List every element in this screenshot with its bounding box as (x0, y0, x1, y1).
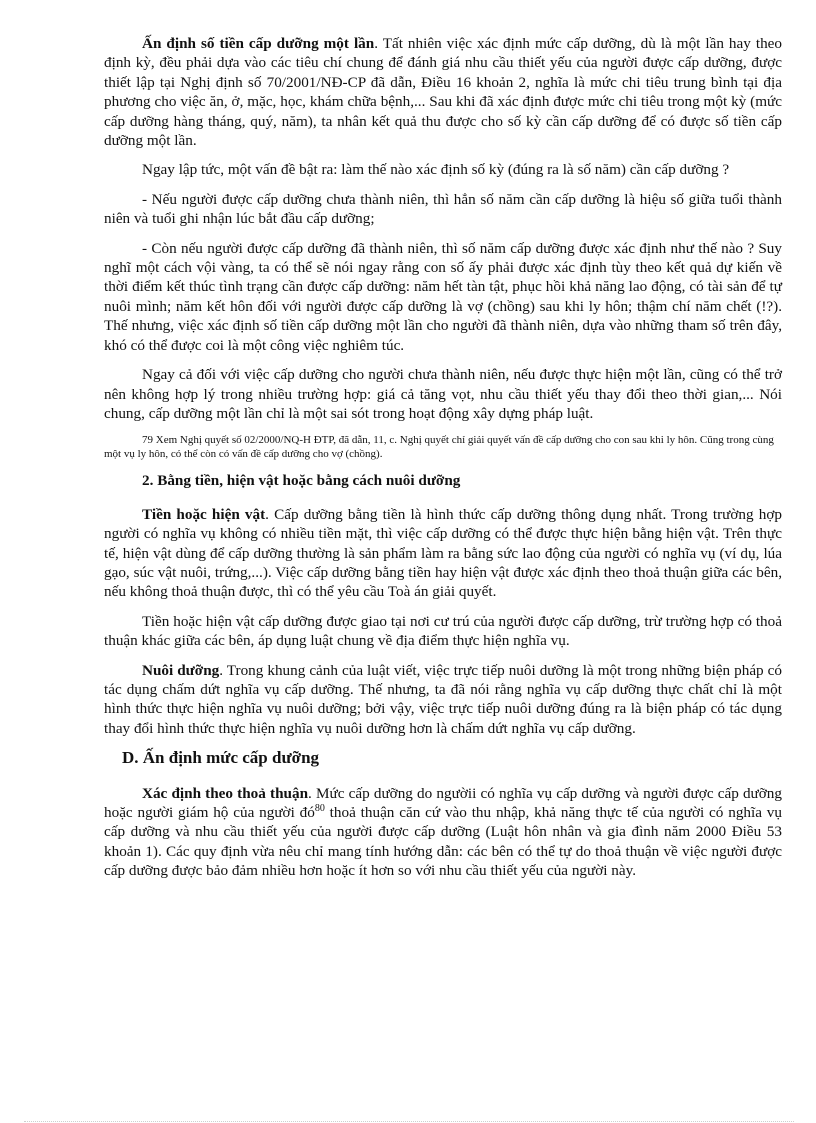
paragraph-money-goods (104, 505, 782, 602)
document-page (104, 34, 782, 891)
paragraph-minor-case: - Nếu người được cấp dưỡng chưa thành niên, thì hẳn số năm cần cấp dưỡng là hiệu số giữa tuổi thành niên và tuổi ghi nhận lúc bắt đầu cấp dưỡng; (104, 190, 782, 228)
paragraph-adult-case: - Còn nếu người được cấp dưỡng đã thành niên, thì số năm cấp dưỡng được xác định như thế nào ? Suy nghĩ một cách vội vàng, ta có thể sẽ nói ngay rằng con số ấy phải được xác định tùy theo kết quả dự kiến về thời điểm kết thúc tình trạng cần được cấp dưỡng: năm hết tàn tật, phục hồi khả năng lao động, có tài sản để tự nuôi mình; năm kết hôn đối với người được cấp dưỡng là vợ (chồng) sau khi ly hôn; thậm chí năm chết (!?). Thế nhưng, việc xác định số tiền cấp dưỡng một lần cho người đã thành niên, dựa vào những tham số trên đây, khó có thể được coi là một công việc nghiêm túc. (104, 239, 782, 354)
footnote-ref: 80 (314, 802, 325, 814)
paragraph-nurture (104, 661, 782, 739)
paragraph-question: Ngay lập tức, một vấn đề bật ra: làm thế nào xác định số kỳ (đúng ra là số năm) cần cấp dưỡng ? (142, 161, 730, 179)
paragraph-text: thoả thuận căn cứ vào thu nhập, khả năng thực tế của người có nghĩa vụ cấp dưỡng và nhu cầu thiết yếu của người được cấp dưỡng (Luật hôn nhân và gia đình năm 2000 Điều 53 khoản 1). Các quy định vừa nêu chỉ mang tính hướng dẫn: các bên có thể tự do thoả thuận về việc người được cấp dưỡng được bảo đảm nhiều hơn hoặc ít hơn so với nhu cầu thiết yếu của người này. (104, 804, 782, 880)
paragraph-text: . Mức cấp dưỡng do ngườii có nghĩa vụ cấp dưỡng và người được cấp dưỡng hoặc người giám hộ của người đó (104, 784, 782, 821)
paragraph-lead: Xác định theo thoả thuận (142, 784, 309, 802)
paragraph-agreement (104, 784, 782, 881)
paragraph-text: . Tất nhiên việc xác định mức cấp dưỡng, dù là một lần hay theo định kỳ, đều phải dựa vào các tiêu chí chung để đánh giá nhu cầu thiết yếu của người được cấp dưỡng, được thiết lập tại Nghị định số 70/2001/NĐ-CP đã dẫn, Điều 16 khoản 2, nghĩa là mức chi tiêu trung bình tại địa phương cho việc ăn, ở, mặc, học, khám chữa bệnh,... Sau khi đã xác định được mức chi tiêu trong một kỳ (mức cấp dưỡng hàng tháng, quý, năm), ta nhân kết quả thu được cho số kỳ cần cấp dưỡng để có được số tiền cấp dưỡng một lần. (104, 35, 782, 150)
paragraph-conclusion: Ngay cả đối với việc cấp dưỡng cho người chưa thành niên, nếu được thực hiện một lần, cũng có thể trở nên không hợp lý trong nhiều trường hợp: giá cả tăng vọt, nhu cầu thiết yếu thay đổi theo thời gian,... Nói chung, cấp dưỡng một lần chỉ là một sai sót trong hoạt động xây dựng pháp luật. (104, 366, 782, 422)
section-heading: 2. Bằng tiền, hiện vật hoặc bằng cách nuôi dưỡng (142, 472, 461, 490)
chapter-heading: D. Ấn định mức cấp dưỡng (122, 748, 320, 768)
paragraph-lead: Tiền hoặc hiện vật (142, 505, 266, 523)
paragraph-lump-sum (104, 34, 782, 150)
paragraph-delivery: Tiền hoặc hiện vật cấp dưỡng được giao tại nơi cư trú của người được cấp dưỡng, trừ trường hợp có thoả thuận khác giữa các bên, áp dụng luật chung về địa điểm thực hiện nghĩa vụ. (104, 612, 782, 650)
page-bottom-rule (24, 1121, 794, 1122)
paragraph-lead: Nuôi dưỡng (142, 661, 220, 679)
footnote: 79 Xem Nghị quyết số 02/2000/NQ-H ĐTP, đã dẫn, 11, c. Nghị quyết chỉ giải quyết vấn đề cấp dưỡng cho con sau khi ly hôn. Cũng trong cùng một vụ ly hôn, có thể còn có vấn đề cấp dưỡng cho vợ (chồng). (104, 434, 774, 461)
paragraph-text: . Trong khung cảnh của luật viết, việc trực tiếp nuôi dưỡng là một trong những biện pháp có tác dụng chấm dứt nghĩa vụ cấp dưỡng. Thế nhưng, ta đã nói rằng nghĩa vụ cấp dưỡng thực chất chỉ là một hình thức thực hiện nghĩa vụ nuôi dưỡng; bởi vậy, việc trực tiếp nuôi dưỡng đúng ra là biện pháp có tác dụng thay đổi hình thức thực hiện nghĩa vụ nuôi dưỡng hơn là chấm dứt nghĩa vụ cấp dưỡng. (104, 661, 782, 737)
paragraph-lead: Ấn định số tiền cấp dưỡng một lần (142, 35, 375, 52)
paragraph-text: . Cấp dưỡng bằng tiền là hình thức cấp dưỡng thông dụng nhất. Trong trường hợp người có nghĩa vụ không có nhiều tiền mặt, thì việc cấp dưỡng có thể được thực hiện bằng hiện vật. Trên thực tế, hiện vật dùng để cấp dưỡng thường là sản phẩm làm ra bằng sức lao động của người có nghĩa vụ (ví dụ, lúa gạo, súc vật nuôi, trứng,...). Việc cấp dưỡng bằng tiền hay hiện vật được xác định theo thoả thuận giữa các bên, nếu không thoả thuận được, thì có thể yêu cầu Toà án giải quyết. (104, 505, 782, 601)
